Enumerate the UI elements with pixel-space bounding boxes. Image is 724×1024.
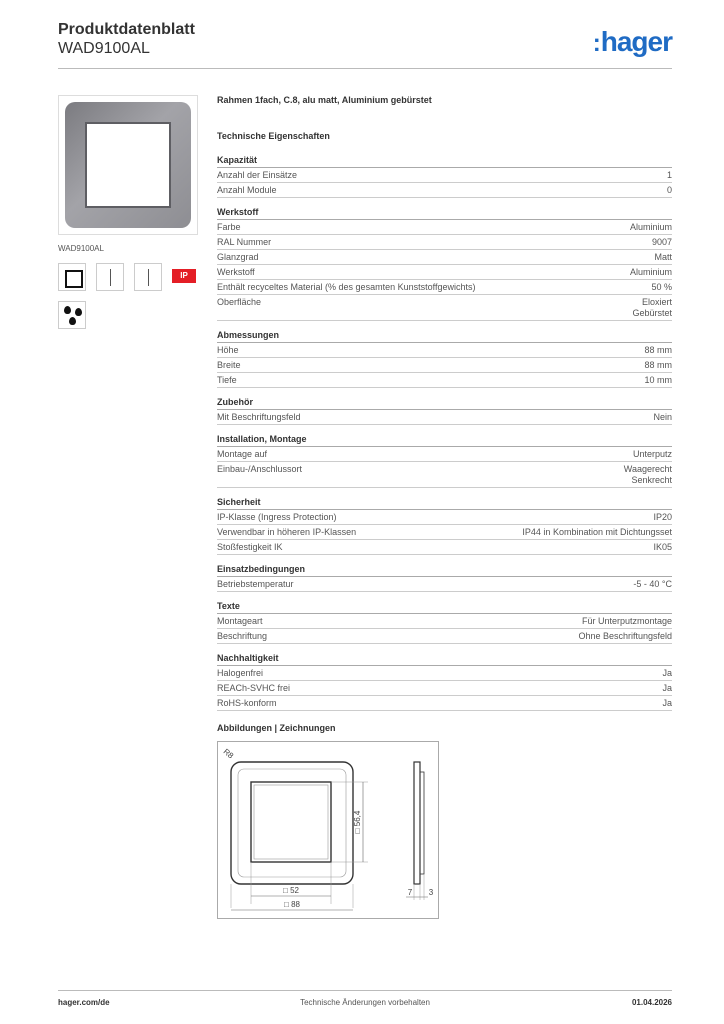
section-title: Nachhaltigkeit [217,653,672,666]
side-dim-a: 7 [407,888,413,897]
spec-label: REACh-SVHC frei [217,683,291,693]
frame-shape [65,102,191,228]
spec-value [644,375,672,386]
spec-label: Breite [217,360,241,370]
spec-label: Stoßfestigkeit IK [217,542,283,552]
spec-value [653,412,672,423]
spec-row [217,540,672,555]
spec-row [217,410,672,425]
spec-row [217,462,672,488]
spec-value-line: Senkrecht [631,475,672,485]
spec-value [651,282,672,293]
spec-section [217,497,672,555]
spec-label: IP-Klasse (Ingress Protection) [217,512,337,522]
water-drops-icon [58,301,86,329]
spec-value [578,631,672,642]
square-frame-icon [58,263,86,291]
spec-value [652,237,672,248]
spec-value-line: Gebürstet [632,308,672,318]
spec-row [217,280,672,295]
spec-label: Farbe [217,222,241,232]
section-title: Kapazität [217,155,672,168]
spec-value-line: IP44 in Kombination mit Dichtungsset [522,527,672,537]
spec-row [217,250,672,265]
spec-value-line: Nein [653,412,672,422]
spec-row [217,358,672,373]
spec-value-line: 10 mm [644,375,672,385]
section-title: Einsatzbedingungen [217,564,672,577]
section-title: Zubehör [217,397,672,410]
spec-row [217,525,672,540]
spec-row [217,265,672,280]
spec-value [662,683,672,694]
inner-height-dim: □ 56,4 [353,810,362,834]
spec-label: Oberfläche [217,297,262,307]
spec-value [653,542,672,553]
spec-value-line: 9007 [651,237,672,247]
product-image-caption: WAD9100AL [58,244,104,253]
spec-value-line: Waagerecht [623,464,672,474]
spec-value [662,698,672,709]
spec-label: Verwendbar in höheren IP-Klassen [217,527,357,537]
horizontal-mount-icon [134,263,162,291]
spec-row [217,577,672,592]
document-title: Produktdatenblatt [58,21,195,38]
article-number: WAD9100AL [58,40,150,57]
spec-value [522,527,672,538]
inner-width-dim: □ 52 [283,886,299,895]
specification-content [217,95,672,919]
drawing-heading: Abbildungen | Zeichnungen [217,723,336,733]
spec-value [632,297,672,319]
spec-value-line: Unterputz [632,449,672,459]
spec-value-line: Ja [662,698,672,708]
spec-label: Montageart [217,616,263,626]
spec-label: Betriebstemperatur [217,579,294,589]
spec-section [217,601,672,644]
spec-value [662,668,672,679]
spec-row [217,666,672,681]
spec-value-line: Aluminium [629,267,672,277]
spec-value-line: 50 % [651,282,672,292]
spec-sections [217,155,672,711]
spec-value-line: -5 - 40 °C [633,579,672,589]
footer-website-link[interactable]: hager.com/de [58,998,110,1007]
radius-label: R8 [221,746,236,761]
spec-label: Enthält recyceltes Material (% des gesamten Kunststoffgewichts) [217,282,476,292]
spec-value-line: Ja [662,683,672,693]
spec-value-line: 1 [666,170,672,180]
spec-value [582,616,672,627]
spec-section [217,155,672,198]
header-divider [58,68,672,69]
technical-drawing [217,741,439,919]
frame-opening [85,122,171,208]
spec-value [633,449,672,460]
spec-value-line: Aluminium [629,222,672,232]
spec-row [217,235,672,250]
spec-value-line: 88 mm [644,345,672,355]
spec-value-line: IP20 [653,512,672,522]
section-title: Sicherheit [217,497,672,510]
spec-value-line: Ohne Beschriftungsfeld [578,631,672,641]
spec-value-line: 88 mm [644,360,672,370]
ip-rating-icon: IP [172,269,196,283]
spec-row [217,696,672,711]
spec-section [217,397,672,425]
spec-row [217,614,672,629]
spec-value [630,222,672,233]
spec-section [217,207,672,321]
spec-row [217,183,672,198]
section-title: Werkstoff [217,207,672,220]
spec-label: Glanzgrad [217,252,259,262]
spec-section [217,564,672,592]
side-view-insert [420,772,424,874]
section-title: Texte [217,601,672,614]
spec-label: Tiefe [217,375,237,385]
spec-value [633,579,672,590]
inner-opening-edge [254,785,328,859]
spec-value-line: 0 [666,185,672,195]
vertical-mount-icon [96,263,124,291]
footer-divider [58,990,672,991]
spec-row [217,373,672,388]
spec-value [644,360,672,371]
hager-logo: :hager [592,26,672,57]
spec-section [217,653,672,711]
spec-row [217,168,672,183]
spec-label: Anzahl Module [217,185,277,195]
product-image [58,95,198,235]
spec-value [667,170,672,181]
spec-label: Montage auf [217,449,268,459]
spec-label: Werkstoff [217,267,255,277]
spec-label: RAL Nummer [217,237,272,247]
spec-value [630,267,672,278]
spec-value [653,512,672,523]
footer-date: 01.04.2026 [631,998,672,1007]
document-header [58,20,195,58]
spec-value [624,464,672,486]
side-dim-b: 3 [428,888,434,897]
spec-row [217,510,672,525]
footer-disclaimer: Technische Änderungen vorbehalten [300,998,430,1007]
inner-opening-outline [251,782,331,862]
drawing-svg [218,742,438,918]
spec-value-line: Matt [654,252,672,262]
spec-value-line: Für Unterputzmontage [581,616,672,626]
spec-value [644,345,672,356]
spec-row [217,295,672,321]
spec-label: Höhe [217,345,239,355]
spec-value-line: Eloxiert [641,297,672,307]
spec-value [654,252,672,263]
product-title: Rahmen 1fach, C.8, alu matt, Aluminium gebürstet [217,95,432,105]
spec-section [217,330,672,388]
spec-label: Mit Beschriftungsfeld [217,412,301,422]
spec-value [667,185,672,196]
logo-text: hager [600,26,672,57]
tech-heading: Technische Eigenschaften [217,131,330,141]
section-title: Installation, Montage [217,434,672,447]
spec-label: Anzahl der Einsätze [217,170,298,180]
spec-row [217,681,672,696]
spec-label: Beschriftung [217,631,268,641]
spec-row [217,220,672,235]
spec-value-line: Ja [662,668,672,678]
section-title: Abmessungen [217,330,672,343]
spec-row [217,447,672,462]
spec-value-line: IK05 [653,542,672,552]
spec-label: Halogenfrei [217,668,264,678]
spec-label: Einbau-/Anschlussort [217,464,303,474]
outer-frame-outline [231,762,353,884]
outer-width-dim: □ 88 [284,900,300,909]
spec-row [217,343,672,358]
side-view-frame [414,762,420,884]
spec-row [217,629,672,644]
spec-section [217,434,672,488]
spec-label: RoHS-konform [217,698,277,708]
